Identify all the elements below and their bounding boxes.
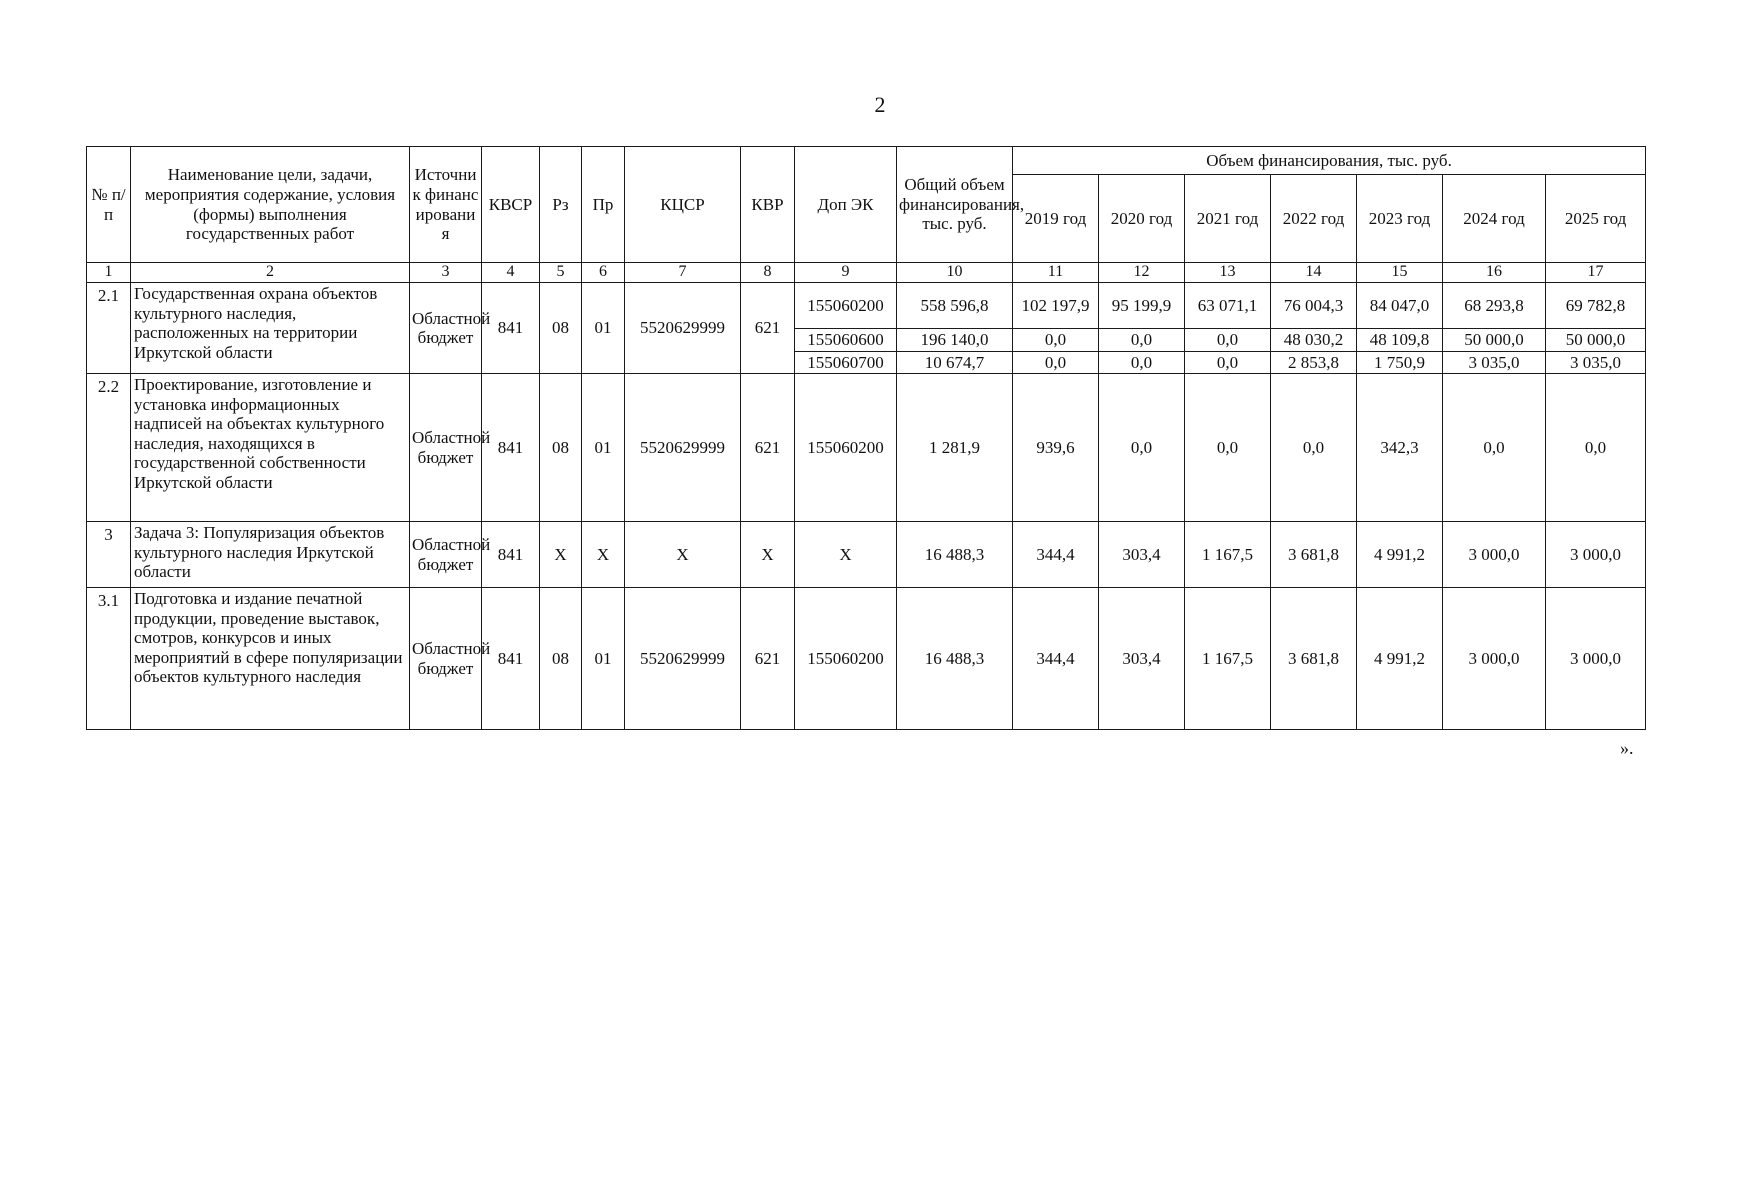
row-kvsr: 841 xyxy=(482,522,540,588)
row-kvsr: 841 xyxy=(482,283,540,374)
row-kvsr: 841 xyxy=(482,374,540,522)
column-number: 13 xyxy=(1185,263,1271,283)
row-kvsr: 841 xyxy=(482,588,540,730)
header-year: 2022 год xyxy=(1271,175,1357,263)
row-year-value: 344,4 xyxy=(1013,522,1099,588)
row-total: 10 674,7 xyxy=(897,351,1013,374)
row-year-value: 3 035,0 xyxy=(1546,351,1646,374)
row-year-value: 4 991,2 xyxy=(1357,588,1443,730)
column-number: 2 xyxy=(131,263,410,283)
header-num: № п/п xyxy=(87,147,131,263)
row-year-value: 0,0 xyxy=(1546,374,1646,522)
row-year-value: 63 071,1 xyxy=(1185,283,1271,329)
header-row xyxy=(87,147,1646,175)
row-year-value: 3 681,8 xyxy=(1271,588,1357,730)
column-number: 10 xyxy=(897,263,1013,283)
row-year-value: 3 000,0 xyxy=(1546,588,1646,730)
row-year-value: 3 000,0 xyxy=(1443,522,1546,588)
row-source: Областной бюджет xyxy=(410,588,482,730)
header-kvr: КВР xyxy=(741,147,795,263)
row-pr: 01 xyxy=(582,283,625,374)
row-year-value: 69 782,8 xyxy=(1546,283,1646,329)
row-num: 2.1 xyxy=(87,283,131,374)
row-year-value: 3 681,8 xyxy=(1271,522,1357,588)
row-total: 196 140,0 xyxy=(897,329,1013,352)
header-year: 2023 год xyxy=(1357,175,1443,263)
row-year-value: 3 000,0 xyxy=(1443,588,1546,730)
table-row xyxy=(87,374,1646,522)
column-number: 5 xyxy=(540,263,582,283)
row-kcsr: 5520629999 xyxy=(625,588,741,730)
row-year-value: 0,0 xyxy=(1013,351,1099,374)
row-year-value: 3 035,0 xyxy=(1443,351,1546,374)
header-year: 2019 год xyxy=(1013,175,1099,263)
row-year-value: 1 167,5 xyxy=(1185,588,1271,730)
row-dop-ek: 155060700 xyxy=(795,351,897,374)
row-name: Подготовка и издание печатной продукции, проведение выставок, смотров, конкурсов и иных мероприятий в сфере популяризации объектов культурного наследия xyxy=(131,588,410,730)
row-pr: 01 xyxy=(582,374,625,522)
row-year-value: 0,0 xyxy=(1185,329,1271,352)
row-year-value: 342,3 xyxy=(1357,374,1443,522)
row-year-value: 50 000,0 xyxy=(1546,329,1646,352)
row-rz: 08 xyxy=(540,588,582,730)
column-number: 16 xyxy=(1443,263,1546,283)
column-number: 6 xyxy=(582,263,625,283)
financing-table xyxy=(86,146,1646,730)
row-num: 2.2 xyxy=(87,374,131,522)
row-pr: Х xyxy=(582,522,625,588)
row-pr: 01 xyxy=(582,588,625,730)
row-kcsr: 5520629999 xyxy=(625,374,741,522)
row-dop-ek: Х xyxy=(795,522,897,588)
row-year-value: 50 000,0 xyxy=(1443,329,1546,352)
header-kcsr: КЦСР xyxy=(625,147,741,263)
row-name: Задача 3: Популяризация объектов культурного наследия Иркутской области xyxy=(131,522,410,588)
row-year-value: 0,0 xyxy=(1099,329,1185,352)
column-number: 8 xyxy=(741,263,795,283)
row-num: 3 xyxy=(87,522,131,588)
row-kvr: Х xyxy=(741,522,795,588)
column-numbers-row xyxy=(87,263,1646,283)
row-year-value: 68 293,8 xyxy=(1443,283,1546,329)
header-year: 2024 год xyxy=(1443,175,1546,263)
row-dop-ek: 155060200 xyxy=(795,283,897,329)
row-year-value: 0,0 xyxy=(1443,374,1546,522)
column-number: 14 xyxy=(1271,263,1357,283)
column-number: 1 xyxy=(87,263,131,283)
header-total: Общий объем финансирования, тыс. руб. xyxy=(897,147,1013,263)
row-year-value: 0,0 xyxy=(1099,374,1185,522)
row-total: 16 488,3 xyxy=(897,522,1013,588)
row-kvr: 621 xyxy=(741,588,795,730)
header-pr: Пр xyxy=(582,147,625,263)
row-year-value: 95 199,9 xyxy=(1099,283,1185,329)
column-number: 4 xyxy=(482,263,540,283)
table-row xyxy=(87,588,1646,730)
row-dop-ek: 155060200 xyxy=(795,374,897,522)
row-year-value: 0,0 xyxy=(1099,351,1185,374)
row-year-value: 84 047,0 xyxy=(1357,283,1443,329)
row-kvr: 621 xyxy=(741,374,795,522)
row-rz: 08 xyxy=(540,374,582,522)
row-year-value: 76 004,3 xyxy=(1271,283,1357,329)
row-rz: 08 xyxy=(540,283,582,374)
closing-quote: ». xyxy=(1620,738,1634,758)
row-year-value: 102 197,9 xyxy=(1013,283,1099,329)
row-year-value: 48 030,2 xyxy=(1271,329,1357,352)
row-year-value: 0,0 xyxy=(1185,351,1271,374)
row-year-value: 344,4 xyxy=(1013,588,1099,730)
row-year-value: 0,0 xyxy=(1013,329,1099,352)
row-rz: Х xyxy=(540,522,582,588)
row-kcsr: Х xyxy=(625,522,741,588)
header-source: Источник финансирования xyxy=(410,147,482,263)
row-year-value: 939,6 xyxy=(1013,374,1099,522)
row-dop-ek: 155060600 xyxy=(795,329,897,352)
header-kvsr: КВСР xyxy=(482,147,540,263)
header-funding-group: Объем финансирования, тыс. руб. xyxy=(1013,147,1646,175)
row-num: 3.1 xyxy=(87,588,131,730)
header-dop-ek: Доп ЭК xyxy=(795,147,897,263)
row-year-value: 303,4 xyxy=(1099,588,1185,730)
table-row xyxy=(87,283,1646,329)
header-name: Наименование цели, задачи, мероприятия содержание, условия (формы) выполнения государственных работ xyxy=(131,147,410,263)
row-kcsr: 5520629999 xyxy=(625,283,741,374)
row-year-value: 0,0 xyxy=(1185,374,1271,522)
row-total: 558 596,8 xyxy=(897,283,1013,329)
row-year-value: 2 853,8 xyxy=(1271,351,1357,374)
header-year: 2025 год xyxy=(1546,175,1646,263)
row-total: 1 281,9 xyxy=(897,374,1013,522)
column-number: 7 xyxy=(625,263,741,283)
table-row xyxy=(87,522,1646,588)
row-year-value: 4 991,2 xyxy=(1357,522,1443,588)
row-kvr: 621 xyxy=(741,283,795,374)
header-rz: Рз xyxy=(540,147,582,263)
row-dop-ek: 155060200 xyxy=(795,588,897,730)
column-number: 12 xyxy=(1099,263,1185,283)
row-year-value: 1 750,9 xyxy=(1357,351,1443,374)
row-year-value: 1 167,5 xyxy=(1185,522,1271,588)
row-total: 16 488,3 xyxy=(897,588,1013,730)
column-number: 17 xyxy=(1546,263,1646,283)
column-number: 11 xyxy=(1013,263,1099,283)
header-year: 2021 год xyxy=(1185,175,1271,263)
column-number: 9 xyxy=(795,263,897,283)
row-year-value: 3 000,0 xyxy=(1546,522,1646,588)
column-number: 3 xyxy=(410,263,482,283)
column-number: 15 xyxy=(1357,263,1443,283)
row-name: Государственная охрана объектов культурного наследия, расположенных на территории Иркутской области xyxy=(131,283,410,374)
page-number: 2 xyxy=(874,92,886,117)
row-name: Проектирование, изготовление и установка информационных надписей на объектах культурного наследия, находящихся в государственной собственности Иркутской области xyxy=(131,374,410,522)
row-year-value: 48 109,8 xyxy=(1357,329,1443,352)
header-year: 2020 год xyxy=(1099,175,1185,263)
row-year-value: 0,0 xyxy=(1271,374,1357,522)
row-source: Областной бюджет xyxy=(410,374,482,522)
row-year-value: 303,4 xyxy=(1099,522,1185,588)
row-source: Областной бюджет xyxy=(410,283,482,374)
row-source: Областной бюджет xyxy=(410,522,482,588)
